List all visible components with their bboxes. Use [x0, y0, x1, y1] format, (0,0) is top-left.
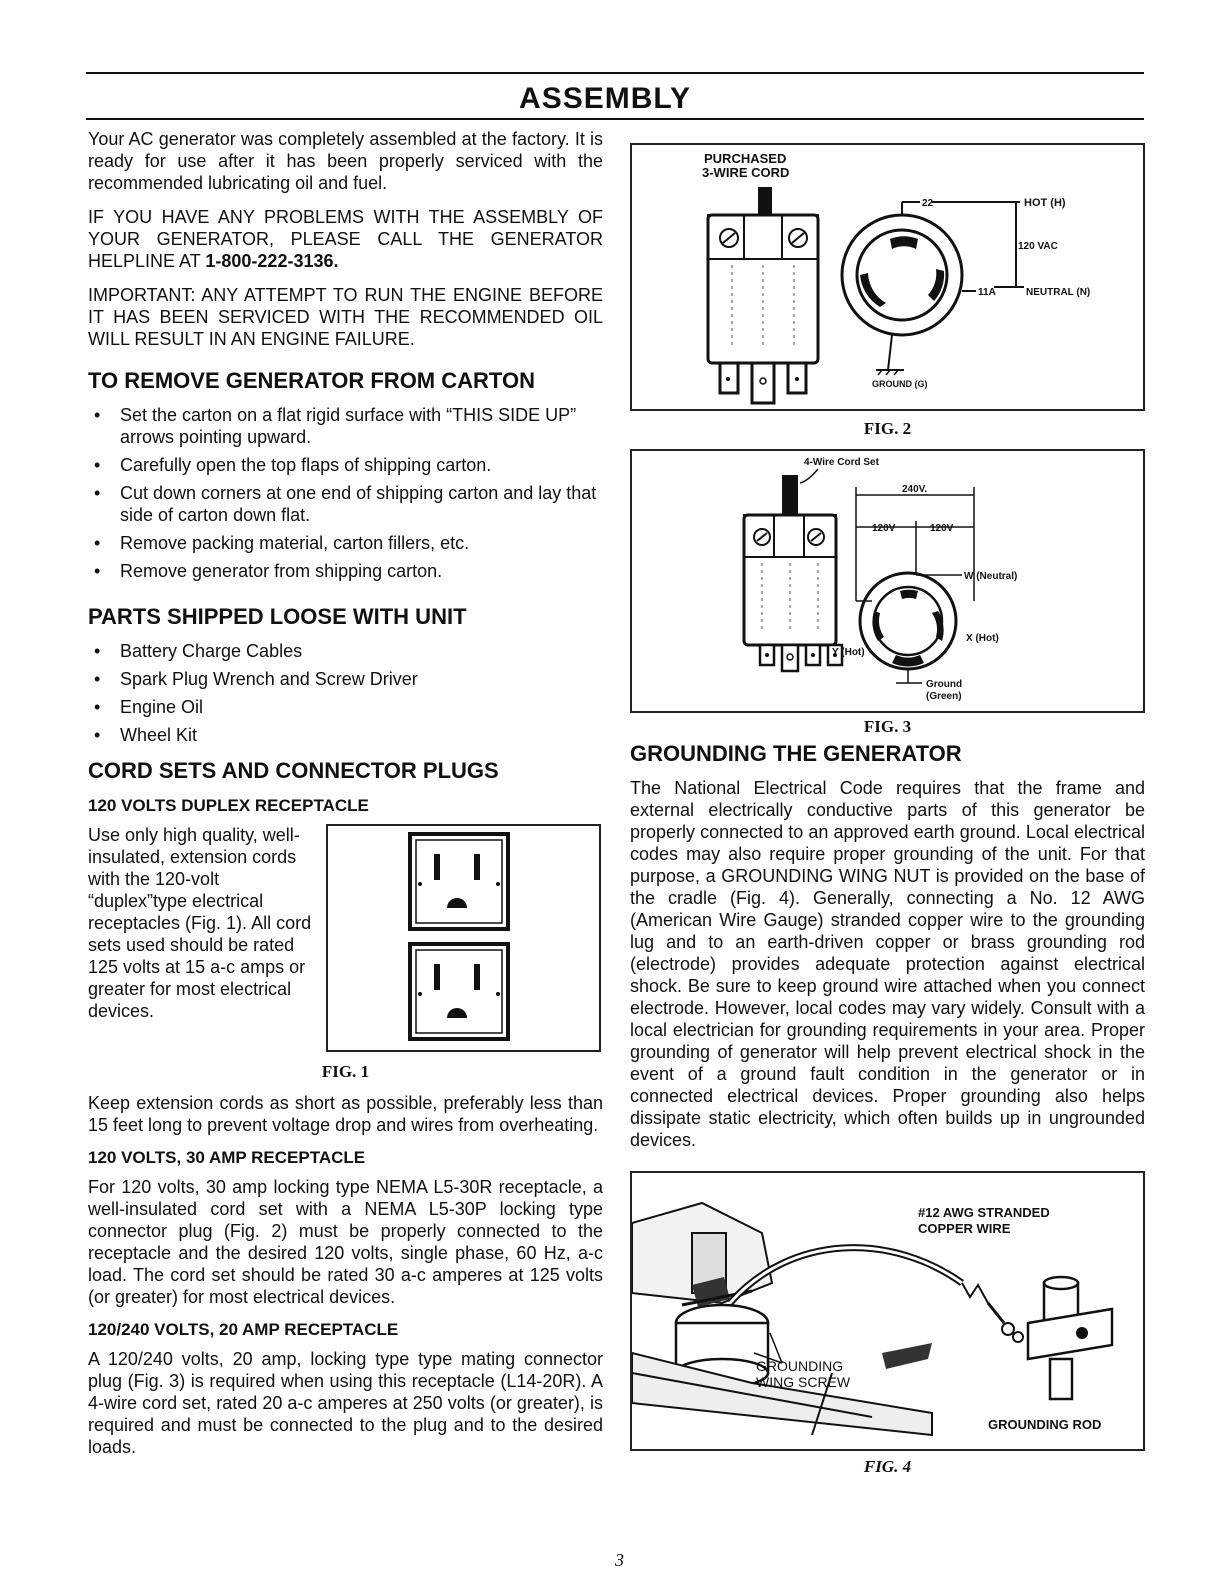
fig3-neutral-label: W (Neutral)	[964, 571, 1018, 582]
fig4-rod-label: GROUNDING ROD	[988, 1417, 1102, 1432]
page-number: 3	[615, 1550, 624, 1570]
fig4-wire-label: #12 AWG STRANDED	[918, 1205, 1050, 1220]
list-item: • Spark Plug Wrench and Screw Driver	[88, 668, 603, 690]
fig3-y-hot-label: Y (Hot)	[832, 647, 865, 658]
ground-wire	[730, 1248, 1023, 1342]
list-item: • Engine Oil	[88, 696, 603, 718]
duplex-heading: 120 VOLTS DUPLEX RECEPTACLE	[88, 796, 369, 815]
plug-body	[708, 187, 818, 403]
fig2-cord-label: PURCHASED	[704, 151, 787, 166]
fig4-screw-label: GROUNDING	[756, 1358, 844, 1374]
duplex-receptacle-drawing	[328, 826, 599, 1050]
thirty-amp-paragraph: For 120 volts, 30 amp locking type NEMA L5-30R receptacle, a well-insulated cord set with a NEMA L5-30P locking type connector plug (Fig. 2) must be properly connected to the receptacle and the desired 120 volts, single phase, 60 Hz, a-c load. The cord set should be rated 30 a-c amperes at 125 volts (or greater) for most electrical devices.	[88, 1177, 603, 1307]
receptacle-face	[842, 215, 962, 375]
helpline-phone: 1-800-222-3136.	[205, 251, 339, 271]
list-item: • Battery Charge Cables	[88, 640, 603, 662]
list-item: • Wheel Kit	[88, 724, 603, 746]
list-item: • Remove generator from shipping carton.	[88, 560, 603, 582]
list-item: • Set the carton on a flat rigid surface with “THIS SIDE UP” arrows pointing upward.	[88, 404, 603, 448]
page-title: ASSEMBLY	[519, 82, 691, 115]
fig2-drawing	[632, 145, 1143, 409]
fig3-120b-label: 120V	[930, 523, 954, 534]
remove-list	[88, 404, 603, 582]
fig3-ground-label: (Green)	[926, 691, 962, 702]
fig1-caption: FIG. 1	[321, 1062, 370, 1081]
duplex-text: Use only high quality, well-insulated, extension cords with the 120-volt “duplex”type electrical receptacles (Fig. 1). All cord sets used should be rated 125 volts at 15 a-c amps or greater for most electrical devices.	[88, 825, 312, 1021]
fig4-grounding-diagram	[630, 1171, 1145, 1451]
fig3-x-hot-label: X (Hot)	[966, 633, 999, 644]
fig3-120a-label: 120V	[872, 523, 896, 534]
list-item: • Remove packing material, carton fillers, etc.	[88, 532, 603, 554]
fig2-22-label: 22	[922, 198, 934, 209]
plug-body	[744, 475, 842, 671]
generator-frame-illustration	[632, 1203, 932, 1435]
left-column	[88, 128, 603, 1470]
remove-heading: TO REMOVE GENERATOR FROM CARTON	[88, 368, 535, 393]
fig3-cord-label: 4-Wire Cord Set	[804, 457, 879, 468]
extension-cord-paragraph: Keep extension cords as short as possible, preferably less than 15 feet long to prevent voltage drop and wires from overheating.	[88, 1093, 603, 1135]
fig3-240-label: 240V.	[902, 484, 928, 495]
fig2-l5-30-plug	[630, 143, 1145, 411]
fig2-cord-label: 3-WIRE CORD	[702, 165, 790, 180]
receptacle-face	[860, 573, 956, 669]
important-paragraph: IMPORTANT: ANY ATTEMPT TO RUN THE ENGINE BEFORE IT HAS BEEN SERVICED WITH THE RECOMMENDED OIL WILL RESULT IN AN ENGINE FAILURE.	[88, 285, 603, 349]
fig2-caption: FIG. 2	[863, 419, 912, 438]
fig3-drawing	[632, 451, 1143, 711]
fig2-vac-label: 120 VAC	[1018, 241, 1058, 252]
fig3-caption: FIG. 3	[863, 717, 912, 736]
fig2-ground-label: GROUND (G)	[872, 379, 928, 389]
fig4-caption: FIG. 4	[863, 1457, 912, 1476]
right-column	[630, 143, 1145, 1487]
helpline-text: IF YOU HAVE ANY PROBLEMS WITH THE ASSEMBLY OF YOUR GENERATOR, PLEASE CALL THE GENERATOR HELPLINE AT	[88, 207, 603, 271]
helpline-paragraph	[88, 206, 603, 272]
grounding-paragraph: The National Electrical Code requires that the frame and external electrically conductive parts of this generator be properly connected to an approved earth ground. Local electrical codes may also require proper grounding of the unit. For that purpose, a GROUNDING WING NUT is provided on the base of the cradle (Fig. 4). Generally, connecting a No. 12 AWG (American Wire Gauge) stranded copper wire to the grounding lug and to an earth-driven copper or brass grounding rod (electrode) provides adequate protection against electrical shock. Be sure to keep ground wire attached when you connect electrode. However, local codes may vary widely. Consult with a local electrician for grounding requirements in your area. Proper grounding of generator will help prevent electrical shock in the event of a ground fault condition in the generator or in connected electrical devices. Proper grounding also helps dissipate static electricity, which often builds up in ungrounded devices.	[630, 778, 1145, 1150]
thirty-amp-heading: 120 VOLTS, 30 AMP RECEPTACLE	[88, 1148, 366, 1167]
grounding-heading: GROUNDING THE GENERATOR	[630, 741, 962, 766]
grounding-rod-clamp	[1028, 1277, 1112, 1399]
header-rule-bottom	[86, 118, 1144, 120]
fig4-screw-label: WING SCREW	[756, 1374, 851, 1390]
fig4-wire-label: COPPER WIRE	[918, 1221, 1011, 1236]
twenty-amp-heading: 120/240 VOLTS, 20 AMP RECEPTACLE	[88, 1320, 399, 1339]
cord-heading: CORD SETS AND CONNECTOR PLUGS	[88, 758, 499, 783]
fig2-neutral-label: NEUTRAL (N)	[1026, 287, 1091, 298]
fig2-11a-label: 11A	[978, 287, 996, 298]
twenty-amp-paragraph: A 120/240 volts, 20 amp, locking type type mating connector plug (Fig. 3) is required when using this receptacle (L14-20R). A 4-wire cord set, rated 20 a-c amperes at 250 volts (or greater), is required and must be connected to the plug and to the desired loads.	[88, 1349, 603, 1457]
fig1-duplex-receptacle	[326, 824, 601, 1052]
intro-paragraph: Your AC generator was completely assembled at the factory. It is ready for use after it has been properly serviced with the recommended lubricating oil and fuel.	[88, 129, 603, 193]
fig3-ground-label: Ground	[926, 679, 963, 690]
outlet-lower	[410, 944, 508, 1039]
parts-heading: PARTS SHIPPED LOOSE WITH UNIT	[88, 604, 467, 629]
fig1-row	[88, 824, 603, 1054]
outlet-upper	[410, 834, 508, 929]
header-rule-top	[86, 72, 1144, 74]
list-item: • Cut down corners at one end of shipping carton and lay that side of carton down flat.	[88, 482, 603, 526]
fig2-hot-label: HOT (H)	[1024, 197, 1066, 209]
parts-list	[88, 640, 603, 746]
fig3-l14-20-plug	[630, 449, 1145, 713]
list-item: • Carefully open the top flaps of shipping carton.	[88, 454, 603, 476]
fig4-drawing	[632, 1173, 1143, 1449]
